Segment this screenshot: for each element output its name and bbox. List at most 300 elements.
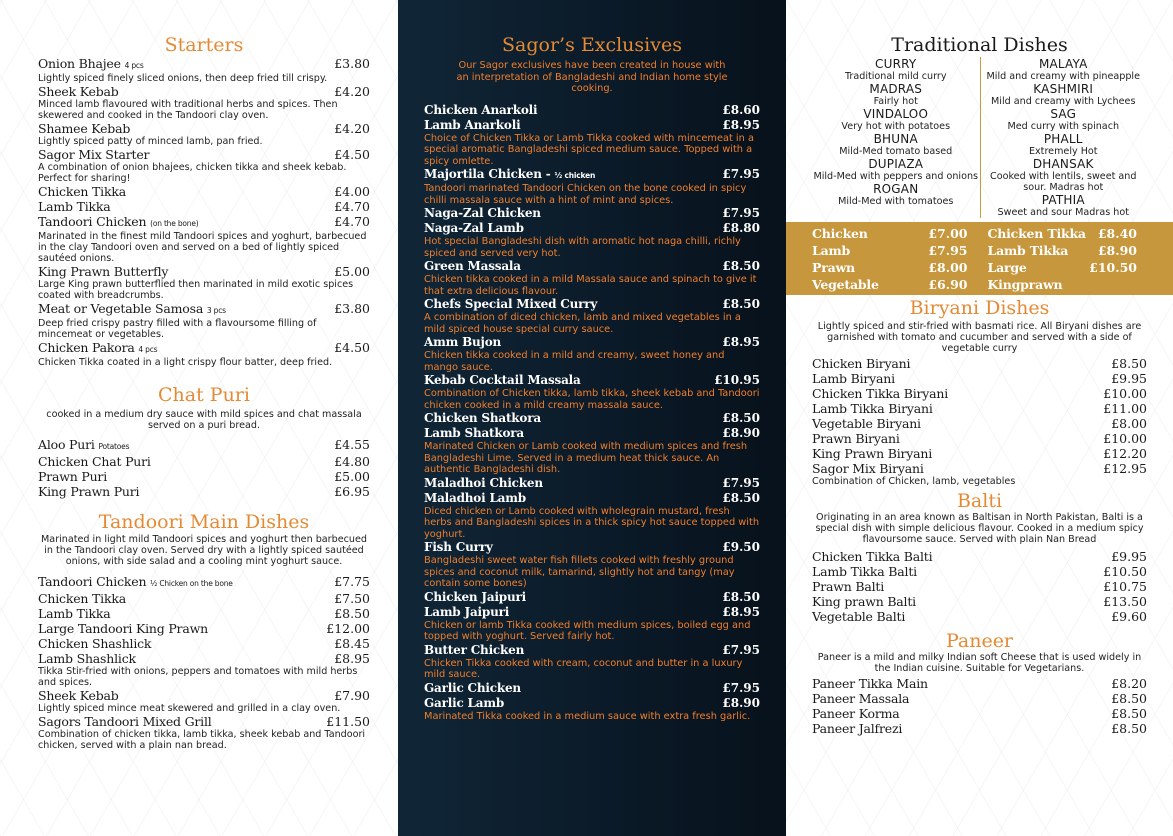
item-name-text: Garlic Chicken <box>424 680 521 695</box>
item-description: Lightly spiced mince meat skewered and grilled in a clay oven. <box>38 703 341 714</box>
menu-item <box>812 356 1147 371</box>
item-name <box>812 721 902 736</box>
item-price: £3.80 <box>334 56 370 71</box>
curry-style-description: Mild-Med with peppers and onions <box>813 171 979 182</box>
item-note: ½ Chicken on the bone <box>150 579 233 588</box>
item-name-text: Chicken Tikka Biryani <box>812 386 949 401</box>
item-name-text: King Prawn Puri <box>38 484 140 499</box>
item-name-text: Vegetable Biryani <box>812 416 921 431</box>
menu-item <box>424 491 760 506</box>
traditional-heading: Traditional Dishes <box>891 34 1068 56</box>
item-name <box>424 411 541 426</box>
curry-style-name: DUPIAZA <box>868 157 924 171</box>
curry-style-name: BHUNA <box>873 132 918 146</box>
item-name-text: Paneer Tikka Main <box>812 676 928 691</box>
item-price: £9.95 <box>1111 549 1147 564</box>
item-name-text: Sheek Kebab <box>38 84 119 99</box>
price-band-name: Lamb <box>812 243 851 258</box>
biryani-footer: Combination of Chicken, lamb, vegetables <box>812 476 1016 487</box>
item-name-text: Sagor Mix Biryani <box>812 461 924 476</box>
item-name <box>38 56 144 73</box>
item-description: Combination of Chicken tikka, lamb tikka, sheek kebab and Tandoori chicken cooked in a mild creamy massala sauce. <box>424 388 760 411</box>
price-band-price: £7.00 <box>928 226 968 241</box>
item-name <box>424 426 524 441</box>
menu-item <box>38 574 370 591</box>
item-price: £8.50 <box>722 589 760 604</box>
chat-puri-list <box>38 437 370 499</box>
biryani-description: Lightly spiced and stir-fried with basmati rice. All Biryani dishes are garnished with tomato and cucumber and served with a side of vegetable curry <box>817 321 1142 354</box>
price-band-right <box>980 225 1148 293</box>
item-name <box>38 340 157 357</box>
price-band-price: £6.90 <box>928 277 968 292</box>
curry-style-description: Mild and creamy with pineapple <box>986 71 1140 82</box>
item-name <box>424 259 521 274</box>
item-description: Choice of Chicken Tikka or Lamb Tikka cooked with mincemeat in a special aromatic Bangladeshi spiced medium sauce. Topped with a spicy omlette. <box>424 132 754 167</box>
item-name-text: Maladhoi Lamb <box>424 490 526 505</box>
menu-item <box>424 605 760 620</box>
item-price: £9.50 <box>722 540 760 554</box>
item-name <box>38 651 136 666</box>
menu-item <box>38 651 370 666</box>
item-name-text: Fish Curry <box>424 540 493 554</box>
price-band-name: Lamb Tikka <box>987 243 1069 258</box>
item-description: A combination of onion bhajees, chicken tikka and sheek kebab. Perfect for sharing! <box>38 162 347 184</box>
exclusives-heading: Sagor’s Exclusives <box>502 34 682 56</box>
item-price: £8.20 <box>1111 676 1147 691</box>
price-band-row <box>980 259 1148 293</box>
item-name-text: Lamb Biryani <box>812 371 895 386</box>
price-band-row <box>812 259 980 276</box>
item-price: £10.00 <box>1103 431 1147 446</box>
item-name-text: Large Tandoori King Prawn <box>38 621 208 636</box>
menu-item <box>812 691 1147 706</box>
menu-item <box>38 147 370 162</box>
item-price: £10.00 <box>1103 386 1147 401</box>
item-name-text: Sagor Mix Starter <box>38 147 150 162</box>
price-band-row <box>812 225 980 242</box>
item-price: £4.50 <box>334 147 370 162</box>
item-price: £8.50 <box>334 606 370 621</box>
item-price: £4.20 <box>334 121 370 136</box>
item-name <box>424 491 526 506</box>
item-name-text: Prawn Puri <box>38 469 107 484</box>
item-price: £4.80 <box>334 454 370 469</box>
paneer-list <box>812 676 1147 736</box>
curry-style-description: Sweet and sour Madras hot <box>997 207 1129 218</box>
item-name <box>812 564 917 579</box>
item-name-text: Garlic Lamb <box>424 695 505 710</box>
item-name <box>38 469 107 484</box>
item-price: £6.95 <box>334 484 370 499</box>
curry-style-description: Fairly hot <box>873 96 918 107</box>
menu-item <box>424 103 760 118</box>
item-price: £4.20 <box>334 84 370 99</box>
curry-style-description: Traditional mild curry <box>844 71 947 82</box>
item-description: Tikka Stir-fried with onions, peppers and tomatoes with mild herbs and spices. <box>38 666 358 688</box>
item-note: 3 pcs <box>206 306 226 315</box>
item-note: 4 pcs <box>138 345 158 354</box>
traditional-divider <box>980 57 981 218</box>
menu-item <box>424 696 760 711</box>
item-price: £8.50 <box>722 411 760 425</box>
item-description: Combination of chicken tikka, lamb tikka, sheek kebab and Tandoori chicken, served with a plain nan bread. <box>38 729 366 751</box>
curry-style-name: MADRAS <box>869 82 923 96</box>
item-name <box>812 431 900 446</box>
item-name-text: Shamee Kebab <box>38 121 131 136</box>
item-name-text: Vegetable Balti <box>812 609 906 624</box>
balti-heading: Balti <box>956 490 1003 512</box>
price-band-name: Chicken Tikka <box>987 226 1086 241</box>
curry-style-name: ROGAN <box>873 182 919 196</box>
item-name <box>38 147 149 162</box>
item-name-text: Chicken Shatkora <box>424 411 541 425</box>
exclusives-list <box>424 103 760 723</box>
menu-item <box>812 461 1147 476</box>
item-price: £10.75 <box>1103 579 1147 594</box>
menu-item <box>812 676 1147 691</box>
price-band-name: Prawn <box>812 260 855 275</box>
menu-item <box>38 454 370 469</box>
price-band-name: Chicken <box>812 226 868 241</box>
item-name <box>38 437 129 454</box>
menu-item <box>424 167 760 183</box>
menu-item <box>812 431 1147 446</box>
item-name <box>812 356 910 371</box>
menu-item <box>424 476 760 491</box>
paneer-description: Paneer is a mild and milky Indian soft Cheese that is used widely in the Indian cuisine. Suitable for Vegetarians. <box>817 652 1142 674</box>
item-name <box>812 549 932 564</box>
item-price: £8.95 <box>722 604 760 619</box>
item-name <box>424 643 524 658</box>
item-name-text: Chicken Biryani <box>812 356 911 371</box>
item-price: £8.90 <box>722 695 760 710</box>
menu-item <box>38 301 370 318</box>
tandoori-list <box>38 574 370 751</box>
curry-style-description: Mild-Med tomato based <box>839 146 953 157</box>
item-name-text: Sheek Kebab <box>38 688 119 703</box>
item-price: £7.95 <box>722 475 760 490</box>
item-price: £8.00 <box>1111 416 1147 431</box>
menu-item <box>38 714 370 729</box>
item-name <box>812 594 916 609</box>
item-note: Potatoes <box>98 442 130 451</box>
item-name-text: Lamb Tikka Balti <box>812 564 917 579</box>
item-description: Diced chicken or Lamb cooked with wholegrain mustard, fresh herbs and Bangladeshi spices in a thick spicy hot sauce topped with yoghurt. <box>424 505 760 540</box>
item-name-text: Sagors Tandoori Mixed Grill <box>38 714 212 729</box>
price-band-row <box>812 242 980 259</box>
item-name <box>424 540 493 555</box>
paneer-heading: Paneer <box>945 630 1014 652</box>
chat-puri-description: cooked in a medium dry sauce with mild spices and chat massala served on a puri bread. <box>46 409 362 431</box>
item-name-text: Tandoori Chicken <box>38 214 147 229</box>
menu-item <box>812 594 1147 609</box>
item-name-text: Aloo Puri <box>38 437 95 452</box>
item-name <box>424 206 541 221</box>
menu-item <box>38 469 370 484</box>
menu-item <box>38 199 370 214</box>
item-description: Chicken tikka cooked in a mild Massala sauce and spinach to give it that extra delicious flavour. <box>424 274 757 297</box>
item-name <box>38 714 212 729</box>
item-name-text: King Prawn Butterfly <box>38 264 169 279</box>
item-name <box>38 591 126 606</box>
item-price: £10.50 <box>1103 564 1147 579</box>
item-name <box>424 297 597 312</box>
item-price: £7.50 <box>334 591 370 606</box>
item-name <box>38 688 119 703</box>
item-price: £8.60 <box>722 102 760 117</box>
middle-panel <box>398 0 786 836</box>
item-name <box>38 84 119 99</box>
traditional-left-column <box>812 57 980 218</box>
balti-description: Originating in an area known as Baltisan in North Pakistan, Balti is a special dish with simple delicious flavour. Cooked in a medium spicy flavoursome sauce. Served with plain Nan Bread <box>815 512 1144 545</box>
item-name-text: Lamb Anarkoli <box>424 117 521 132</box>
item-price: £9.60 <box>1111 609 1147 624</box>
item-name-text: Chicken Shashlick <box>38 636 152 651</box>
item-price: £4.70 <box>334 199 370 214</box>
item-price: £12.95 <box>1103 461 1147 476</box>
item-note: (on the bone) <box>150 219 199 228</box>
item-price: £8.50 <box>1111 356 1147 371</box>
item-description: Deep fried crispy pastry filled with a flavoursome filling of mincemeat or vegetables. <box>38 318 317 340</box>
item-name-text: Lamb Tikka <box>38 199 111 214</box>
price-band-row <box>812 276 980 293</box>
item-price: £4.55 <box>334 437 370 452</box>
item-name <box>812 461 924 476</box>
menu-item <box>424 411 760 426</box>
item-name-text: Paneer Massala <box>812 691 910 706</box>
menu-item <box>38 56 370 73</box>
item-name-text: Prawn Balti <box>812 579 885 594</box>
menu-item <box>424 373 760 388</box>
item-name <box>38 264 168 279</box>
item-name <box>38 184 126 199</box>
item-description: Chicken Tikka cooked with cream, coconut and butter in a luxury mild sauce. <box>424 657 743 680</box>
right-panel <box>786 0 1173 836</box>
traditional-price-band <box>786 222 1173 295</box>
item-name-text: Meat or Vegetable Samosa <box>38 301 204 316</box>
curry-style-name: DHANSAK <box>1032 157 1094 171</box>
item-name <box>424 335 501 350</box>
menu-item <box>812 609 1147 624</box>
item-name-text: Green Massala <box>424 259 521 273</box>
biryani-heading: Biryani Dishes <box>909 297 1050 319</box>
item-description: Tandoori marinated Tandoori Chicken on the bone cooked in spicy chilli massala sauce with a hint of mint and spices. <box>424 183 747 206</box>
item-price: £7.95 <box>722 206 760 220</box>
menu-item <box>812 371 1147 386</box>
item-description: Marinated Chicken or Lamb cooked with medium spices and fresh Bangladeshi Lime. Served in a medium heat thick sauce. An authentic Bangladeshi dish. <box>424 441 748 475</box>
starters-heading: Starters <box>164 34 244 56</box>
menu-item <box>812 706 1147 721</box>
item-price: £8.50 <box>722 297 760 311</box>
item-price: £3.80 <box>334 301 370 316</box>
item-name <box>38 199 111 214</box>
curry-style-name: PHALL <box>1043 132 1083 146</box>
price-band-row <box>980 242 1148 259</box>
item-name <box>38 574 233 591</box>
item-name-text: Chicken Anarkoli <box>424 102 538 117</box>
item-price: £4.00 <box>334 184 370 199</box>
item-description: Large King prawn butterflied then marinated in mild exotic spices coated with breadcrumbs. <box>38 279 354 301</box>
item-name-text: Tandoori Chicken <box>38 574 147 589</box>
item-price: £8.95 <box>722 117 760 132</box>
menu-item <box>38 636 370 651</box>
item-description: Chicken Tikka coated in a light crispy flour batter, deep fried. <box>38 357 333 368</box>
curry-style-name: MALAYA <box>1038 57 1088 71</box>
item-name-text: Chicken Tikka <box>38 591 126 606</box>
menu-item <box>424 426 760 441</box>
item-description: Chicken or lamb Tikka cooked with medium spices, boiled egg and topped with yoghurt. Served fairly hot. <box>424 619 751 642</box>
item-description: A combination of diced chicken, lamb and mixed vegetables in a mild spiced house special curry sauce. <box>424 312 741 335</box>
item-name-text: Naga-Zal Lamb <box>424 221 524 235</box>
item-name-text: Lamb Jaipuri <box>424 604 510 619</box>
menu-item <box>38 264 370 279</box>
item-name <box>424 696 504 711</box>
menu-item <box>812 416 1147 431</box>
item-name-text: Lamb Shashlick <box>38 651 136 666</box>
curry-style-description: Mild and creamy with Lychees <box>991 96 1136 107</box>
item-description: Marinated Tikka cooked in a medium sauce with extra fresh garlic. <box>424 710 751 722</box>
item-name <box>424 373 581 388</box>
item-price: £8.95 <box>722 335 760 349</box>
item-price: £4.70 <box>334 214 370 229</box>
item-name <box>812 691 909 706</box>
item-description: Chicken tikka cooked in a mild and creamy, sweet honey and mango sauce. <box>424 350 725 373</box>
item-price: £8.50 <box>722 259 760 273</box>
curry-style-description: Mild-Med with tomatoes <box>838 196 954 207</box>
curry-style-description: Extremely Hot <box>1028 146 1098 157</box>
menu-item <box>424 590 760 605</box>
curry-style-description: Very hot with potatoes <box>841 121 951 132</box>
menu-item <box>38 184 370 199</box>
item-price: £7.95 <box>722 167 760 181</box>
menu-item <box>424 643 760 658</box>
curry-style-description: Med curry with spinach <box>1007 121 1120 132</box>
price-band-price: £10.50 <box>1089 260 1137 275</box>
item-name <box>812 676 928 691</box>
item-name-text: Lamb Tikka <box>38 606 111 621</box>
item-name-text: Chicken Chat Puri <box>38 454 151 469</box>
item-price: £8.50 <box>1111 706 1147 721</box>
item-name-text: Butter Chicken <box>424 642 525 657</box>
menu-item <box>38 214 370 231</box>
item-name <box>38 606 111 621</box>
item-name <box>812 401 933 416</box>
price-band-price: £8.90 <box>1097 243 1137 258</box>
item-name <box>424 476 543 491</box>
menu-item <box>812 579 1147 594</box>
item-name-text: King Prawn Biryani <box>812 446 933 461</box>
left-panel <box>0 0 398 836</box>
item-name-text: Prawn Biryani <box>812 431 900 446</box>
item-description: Marinated in the finest mild Tandoori spices and yoghurt, barbecued in the clay Tandoori oven and served on a bed of lightly spiced sautéed onions. <box>38 231 367 264</box>
price-band-name: Large Kingprawn <box>987 260 1063 292</box>
item-price: £8.50 <box>1111 691 1147 706</box>
menu-item <box>38 121 370 136</box>
item-name <box>812 371 895 386</box>
traditional-styles <box>812 57 1147 218</box>
menu-item <box>812 446 1147 461</box>
price-band-left <box>812 225 980 293</box>
menu-item <box>424 221 760 236</box>
tandoori-heading: Tandoori Main Dishes <box>98 511 310 533</box>
item-price: £13.50 <box>1103 594 1147 609</box>
menu-item <box>38 340 370 357</box>
item-name-text: Majortila Chicken - <box>424 167 551 181</box>
item-name <box>812 416 921 431</box>
menu-item <box>38 591 370 606</box>
menu-item <box>424 118 760 133</box>
item-name-text: Kebab Cocktail Massala <box>424 373 581 387</box>
item-price: £11.00 <box>1103 401 1147 416</box>
starters-list <box>38 56 370 368</box>
item-price: £8.90 <box>722 426 760 440</box>
item-name <box>424 118 520 133</box>
item-name <box>38 121 130 136</box>
price-band-price: £8.00 <box>928 260 968 275</box>
price-band-row <box>980 225 1148 242</box>
item-price: £8.50 <box>722 490 760 505</box>
item-name <box>812 446 932 461</box>
item-price: £7.95 <box>722 642 760 657</box>
item-price: £4.50 <box>334 340 370 355</box>
menu-item <box>38 84 370 99</box>
menu-item <box>424 297 760 312</box>
item-name <box>424 167 595 183</box>
tandoori-description: Marinated in light mild Tandoori spices and yoghurt then barbecued in the Tandoori clay oven. Served dry with a lightly spiced sautéed onions, with side salad and a cooling mint yoghurt sauce. <box>41 534 367 567</box>
curry-style-description: Cooked with lentils, sweet and sour. Madras hot <box>990 171 1137 193</box>
item-price: £8.80 <box>722 221 760 235</box>
item-price: £5.00 <box>334 469 370 484</box>
item-price: £12.00 <box>326 621 370 636</box>
item-name <box>38 214 198 231</box>
menu-item <box>424 335 760 350</box>
menu-item <box>812 564 1147 579</box>
item-name-text: Amm Bujon <box>424 335 502 349</box>
item-price: £8.95 <box>334 651 370 666</box>
item-name-text: Naga-Zal Chicken <box>424 206 541 220</box>
item-name <box>38 621 208 636</box>
curry-style-name: CURRY <box>875 57 917 71</box>
chat-puri-heading: Chat Puri <box>158 384 250 406</box>
item-name-text: Chicken Tikka <box>38 184 126 199</box>
item-price: £8.50 <box>1111 721 1147 736</box>
balti-list <box>812 549 1147 624</box>
item-name-text: Lamb Tikka Biryani <box>812 401 933 416</box>
item-name-text: Chefs Special Mixed Curry <box>424 297 598 311</box>
item-note: 4 pcs <box>124 61 144 70</box>
item-name <box>38 301 226 318</box>
item-name <box>424 605 509 620</box>
item-name <box>812 609 905 624</box>
item-name-text: Paneer Korma <box>812 706 900 721</box>
item-name <box>424 590 526 605</box>
item-name-text: Maladhoi Chicken <box>424 475 543 490</box>
item-name-text: Paneer Jalfrezi <box>812 721 903 736</box>
menu-item <box>812 386 1147 401</box>
item-name-text: Chicken Pakora <box>38 340 135 355</box>
curry-style-name: PATHIA <box>1041 193 1085 207</box>
item-name-text: Onion Bhajee <box>38 56 121 71</box>
curry-style-name: SAG <box>1050 107 1077 121</box>
item-name-text: Chicken Tikka Balti <box>812 549 933 564</box>
item-description: Minced lamb flavoured with traditional herbs and spices. Then skewered and cooked in the Tandoori clay oven. <box>38 99 338 121</box>
item-price: £12.20 <box>1103 446 1147 461</box>
item-description: Bangladeshi sweet water fish fillets cooked with freshly ground spices and coconut milk, tamarind, slightly hot and tangy (may contain some bones) <box>424 555 735 589</box>
item-description: Lightly spiced finely sliced onions, then deep fried till crispy. <box>38 73 328 84</box>
item-description: Hot special Bangladeshi dish with aromatic hot naga chilli, richly spiced and served very hot. <box>424 236 741 259</box>
price-band-price: £7.95 <box>928 243 968 258</box>
exclusives-intro: Our Sagor exclusives have been created in house with an interpretation of Bangladeshi and Indian home style cooking. <box>456 60 728 94</box>
